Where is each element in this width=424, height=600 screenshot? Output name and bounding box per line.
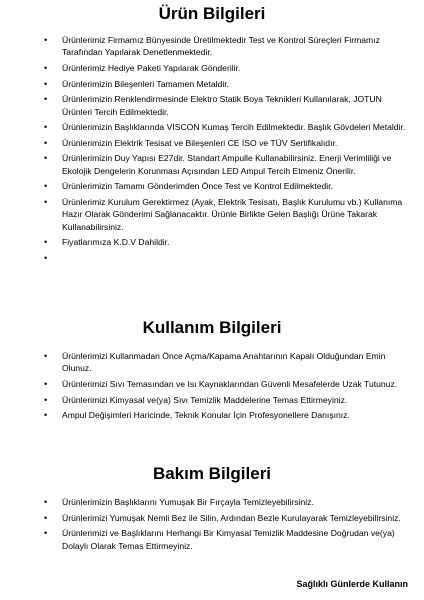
section-title-bakim-bilgileri: Bakım Bilgileri — [152, 464, 272, 483]
section-title-kullanim-bilgileri: Kullanım Bilgileri — [142, 318, 282, 337]
list-item — [0, 350, 424, 375]
list-item — [0, 180, 424, 192]
list-item — [0, 152, 424, 177]
bullet-icon: • — [44, 153, 48, 164]
list-item-text: Ürünlerimizi Kimyasal ve(ya) Sıvı Temizlik Maddelerine Temas Ettirmeyiniz. — [62, 394, 348, 405]
list-item — [0, 409, 424, 421]
list-item-text: Ürünlerimiz Kurulum Gerektirmez (Ayak, Elektrik Tesisatı, Başlık Kurulumu vb.) Kullanıma Hazır Olarak Gönderimi Sağlanacaktır. Ürünle Birlikte Gelen Başlığı Ürüne Takarak Kullanabilirsiniz. — [62, 196, 403, 232]
footer-note: Sağlıklı Günlerde Kullanın — [296, 579, 408, 589]
bullet-icon: • — [44, 410, 48, 421]
list-item-text: Ürünlerimizi Yumuşak Nemli Bez ile Silin, Ardından Bezle Kurulayarak Temizleyebilirsiniz. — [62, 512, 401, 523]
bullet-icon: • — [44, 394, 48, 405]
list-item-text: Ürünlerimizi ve Başlıklarını Herhangi Bir Kimyasal Temizlik Maddesine Doğrudan ve(ya) Dolaylı Olarak Temas Ettirmeyiniz. — [62, 528, 395, 551]
list-item — [0, 378, 424, 390]
list-item-text: Fiyatlarımıza K.D.V Dahildir. — [62, 237, 170, 248]
list-item-text: Ürünlerimiz Hediye Paketi Yapılarak Gönderilir. — [62, 63, 241, 73]
list-item-text: Ürünlerimizin Elektrik Tesisat ve Bileşenleri CE İSO ve TÜV Sertifikalıdır. — [62, 137, 338, 148]
list-item — [0, 62, 424, 74]
bullet-icon: • — [44, 35, 48, 45]
list-item — [0, 512, 424, 524]
list-item — [0, 121, 424, 133]
list-item-text: Ürünlerimizin Duy Yapısı E27dir. Standart Ampulle Kullanabilirsiniz. Enerji Verimliliği ve Ekolojik Dengelerin Korunması Açısından LED Ampul Tercih Etmeniz Önerilir. — [62, 153, 392, 176]
bullet-icon: • — [44, 94, 48, 105]
list-item — [0, 137, 424, 149]
list-item-text: Ürünlerimizi Sıvı Temasından ve Isı Kaynaklarından Güvenli Mesafelerde Uzak Tutunuz. — [62, 379, 398, 389]
bullet-icon: • — [44, 196, 48, 207]
list-item — [0, 34, 424, 59]
bullet-icon: • — [44, 379, 48, 389]
list-item — [0, 527, 424, 552]
list-item-text: Ürünlerimiz Firmamız Bünyesinde Üretilmektedir Test ve Kontrol Süreçleri Firmamız Tarafından Yapılarak Denetlenmektedir. — [62, 35, 380, 58]
list-item-text: Ürünlerimizin Bileşenleri Tamamen Metaldir. — [62, 78, 230, 89]
bullet-icon: • — [44, 137, 48, 148]
bullet-icon: • — [44, 512, 48, 523]
list-item — [0, 394, 424, 406]
urun-bilgileri-list — [0, 34, 424, 263]
bullet-icon: • — [44, 237, 48, 248]
list-item — [0, 78, 424, 90]
list-item-text: Ürünlerimizin Başlıklarını Yumuşak Bir Fırçayla Temizleyebilirsiniz. — [62, 497, 314, 507]
list-item-text: Ürünlerimizi Kullanmadan Önce Açma/Kapama Anahtarının Kapalı Olduğundan Emin Olunuz. — [62, 351, 386, 374]
list-item-text: Ürünlerimizin Renklendirmesinde Elektro Statik Boya Teknikleri Kullanılarak, JOTUN Ürünleri Tercih Edilmektedir. — [62, 94, 382, 117]
bullet-icon: • — [44, 122, 48, 133]
kullanim-bilgileri-list — [0, 350, 424, 425]
bullet-icon: • — [44, 497, 48, 507]
bullet-icon: • — [44, 181, 48, 192]
bullet-icon: • — [44, 252, 48, 263]
list-item — [0, 496, 424, 508]
list-item — [0, 93, 424, 118]
list-item-text: Ürünlerimizin Başlıklarında VİSCON Kumaş Tercih Edilmektedir. Başlık Gövdeleri Metaldir. — [62, 122, 406, 133]
list-item — [0, 236, 424, 248]
section-title-urun-bilgileri: Ürün Bilgileri — [158, 4, 266, 23]
bullet-icon: • — [44, 78, 48, 89]
bullet-icon: • — [44, 351, 48, 361]
list-item — [0, 196, 424, 233]
list-item-text: Ürünlerimizin Tamamı Gönderimden Önce Test ve Kontrol Edilmektedir. — [62, 181, 333, 192]
bullet-icon: • — [44, 63, 48, 73]
bakim-bilgileri-list — [0, 496, 424, 555]
list-item-text: Ampul Değişimleri Haricinde, Teknik Konular İçin Profesyonellere Danışınız. — [62, 410, 350, 421]
bullet-icon: • — [44, 528, 48, 539]
